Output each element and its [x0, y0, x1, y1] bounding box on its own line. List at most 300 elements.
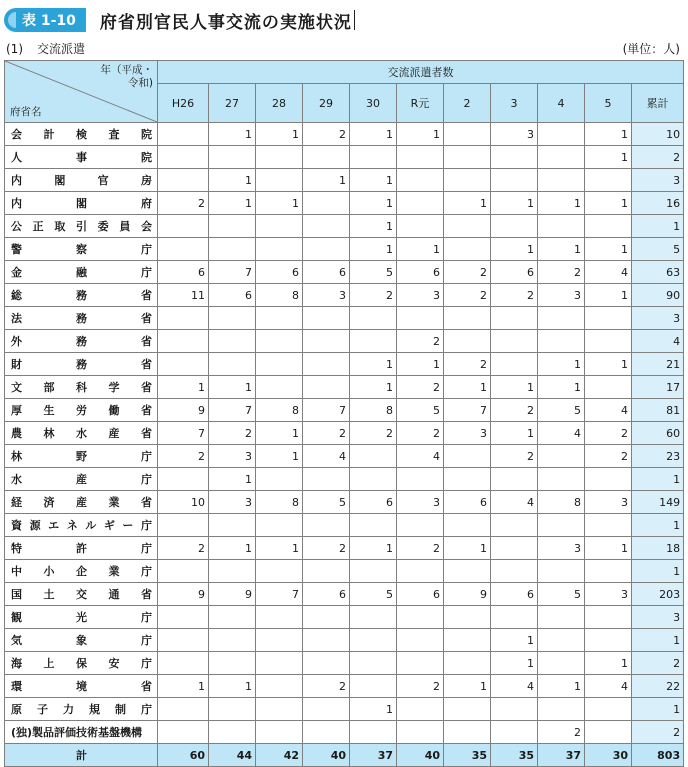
value-cell: 2	[158, 537, 209, 560]
sum-row	[5, 744, 684, 767]
value-cell	[256, 353, 303, 376]
value-cell: 1	[209, 192, 256, 215]
value-cell: 1	[397, 353, 444, 376]
value-cell	[397, 215, 444, 238]
value-cell: 5	[350, 261, 397, 284]
value-cell	[444, 238, 491, 261]
value-cell: 2	[350, 284, 397, 307]
value-cell: 1	[444, 376, 491, 399]
value-cell: 4	[303, 445, 350, 468]
year-header: 30	[350, 84, 397, 123]
value-cell	[256, 330, 303, 353]
value-cell: 11	[158, 284, 209, 307]
value-cell	[256, 606, 303, 629]
ministry-name: 観光庁	[5, 606, 158, 629]
value-cell	[158, 330, 209, 353]
value-cell	[303, 606, 350, 629]
value-cell	[303, 376, 350, 399]
cumulative-total: 1	[632, 629, 684, 652]
value-cell: 2	[350, 422, 397, 445]
value-cell	[158, 652, 209, 675]
table-row	[5, 284, 684, 307]
value-cell: 1	[350, 215, 397, 238]
value-cell: 2	[585, 422, 632, 445]
value-cell: 1	[585, 192, 632, 215]
ministry-name: 原子力規制庁	[5, 698, 158, 721]
value-cell: 7	[158, 422, 209, 445]
value-cell: 3	[209, 491, 256, 514]
value-cell: 3	[397, 284, 444, 307]
value-cell: 60	[158, 744, 209, 767]
value-cell	[538, 560, 585, 583]
value-cell	[444, 307, 491, 330]
value-cell	[256, 169, 303, 192]
value-cell: 1	[256, 445, 303, 468]
value-cell: 6	[444, 491, 491, 514]
value-cell: 9	[158, 399, 209, 422]
value-cell: 1	[585, 353, 632, 376]
value-cell: 1	[444, 192, 491, 215]
value-cell: 1	[256, 192, 303, 215]
value-cell	[209, 215, 256, 238]
value-cell: 2	[303, 537, 350, 560]
table-row	[5, 537, 684, 560]
section-heading	[6, 40, 85, 58]
value-cell: 35	[444, 744, 491, 767]
value-cell	[350, 330, 397, 353]
year-header: 5	[585, 84, 632, 123]
value-cell: 1	[491, 376, 538, 399]
value-cell	[303, 146, 350, 169]
value-cell	[538, 169, 585, 192]
value-cell: 2	[585, 445, 632, 468]
value-cell: 1	[491, 629, 538, 652]
value-cell	[350, 606, 397, 629]
value-cell: 2	[397, 330, 444, 353]
ministry-name: 人事院	[5, 146, 158, 169]
value-cell	[350, 468, 397, 491]
value-cell: 1	[350, 169, 397, 192]
value-cell: 2	[444, 284, 491, 307]
cumulative-total: 16	[632, 192, 684, 215]
value-cell: 1	[209, 675, 256, 698]
cumulative-total: 3	[632, 169, 684, 192]
value-cell	[158, 123, 209, 146]
ministry-name: 海上保安庁	[5, 652, 158, 675]
value-cell: 5	[397, 399, 444, 422]
value-cell: 2	[491, 399, 538, 422]
value-cell: 2	[491, 445, 538, 468]
value-cell: 4	[491, 491, 538, 514]
value-cell	[397, 169, 444, 192]
value-cell	[303, 652, 350, 675]
cumulative-total: 4	[632, 330, 684, 353]
value-cell	[256, 376, 303, 399]
value-cell	[585, 468, 632, 491]
value-cell: 1	[538, 238, 585, 261]
value-cell	[209, 652, 256, 675]
ministry-name: 農林水産省	[5, 422, 158, 445]
value-cell: 2	[538, 721, 585, 744]
table-row	[5, 330, 684, 353]
value-cell	[538, 307, 585, 330]
value-cell	[491, 560, 538, 583]
ministry-name: 金融庁	[5, 261, 158, 284]
value-cell	[538, 606, 585, 629]
year-header: 28	[256, 84, 303, 123]
value-cell: 2	[444, 353, 491, 376]
ministry-name: 特許庁	[5, 537, 158, 560]
value-cell: 42	[256, 744, 303, 767]
value-cell: 8	[256, 284, 303, 307]
value-cell	[538, 445, 585, 468]
value-cell	[209, 629, 256, 652]
value-cell	[256, 675, 303, 698]
value-cell: 1	[350, 123, 397, 146]
value-cell: 6	[256, 261, 303, 284]
value-cell	[209, 514, 256, 537]
value-cell: 9	[209, 583, 256, 606]
value-cell: 2	[491, 284, 538, 307]
cumulative-total: 1	[632, 698, 684, 721]
value-cell: 7	[444, 399, 491, 422]
cumulative-total: 1	[632, 514, 684, 537]
value-cell: 1	[158, 675, 209, 698]
value-cell: 8	[538, 491, 585, 514]
value-cell: 1	[538, 376, 585, 399]
value-cell: 8	[256, 491, 303, 514]
value-cell: 4	[538, 422, 585, 445]
cumulative-total: 18	[632, 537, 684, 560]
value-cell	[350, 560, 397, 583]
text-cursor	[354, 10, 355, 30]
value-cell: 4	[491, 675, 538, 698]
value-cell: 5	[350, 583, 397, 606]
value-cell	[256, 698, 303, 721]
table-row	[5, 675, 684, 698]
value-cell: 1	[585, 284, 632, 307]
value-cell	[303, 238, 350, 261]
value-cell	[491, 353, 538, 376]
value-cell: 1	[256, 422, 303, 445]
table-row	[5, 721, 684, 744]
value-cell: 4	[585, 675, 632, 698]
ministry-name: 総務省	[5, 284, 158, 307]
year-header: 2	[444, 84, 491, 123]
table-row	[5, 491, 684, 514]
ministry-name: 内閣官房	[5, 169, 158, 192]
value-cell: 1	[538, 353, 585, 376]
value-cell: 1	[158, 376, 209, 399]
corner-header	[5, 61, 158, 123]
value-cell	[158, 468, 209, 491]
value-cell	[303, 215, 350, 238]
table-row	[5, 629, 684, 652]
value-cell	[158, 514, 209, 537]
value-cell	[444, 468, 491, 491]
value-cell	[585, 215, 632, 238]
value-cell: 3	[585, 583, 632, 606]
value-cell: 3	[491, 123, 538, 146]
table-row	[5, 146, 684, 169]
value-cell	[303, 721, 350, 744]
value-cell: 35	[491, 744, 538, 767]
value-cell	[444, 123, 491, 146]
value-cell	[256, 146, 303, 169]
value-cell	[585, 606, 632, 629]
value-cell	[397, 606, 444, 629]
value-cell	[209, 721, 256, 744]
section-label: (1)	[6, 42, 23, 56]
value-cell	[444, 445, 491, 468]
value-cell: 1	[585, 123, 632, 146]
cumulative-total: 149	[632, 491, 684, 514]
value-cell: 5	[538, 399, 585, 422]
value-cell	[256, 560, 303, 583]
value-cell: 1	[538, 192, 585, 215]
value-cell	[491, 146, 538, 169]
value-cell	[397, 698, 444, 721]
value-cell: 1	[350, 353, 397, 376]
table-row	[5, 445, 684, 468]
table-body	[5, 123, 684, 767]
value-cell: 6	[350, 491, 397, 514]
value-cell	[538, 514, 585, 537]
value-cell	[444, 215, 491, 238]
value-cell: 6	[491, 261, 538, 284]
cumulative-total: 2	[632, 146, 684, 169]
value-cell: 7	[209, 261, 256, 284]
value-cell	[158, 215, 209, 238]
value-cell: 2	[303, 675, 350, 698]
value-cell	[538, 698, 585, 721]
ministry-name: 中小企業庁	[5, 560, 158, 583]
value-cell: 1	[491, 238, 538, 261]
value-cell: 44	[209, 744, 256, 767]
value-cell	[350, 514, 397, 537]
table-row	[5, 353, 684, 376]
value-cell	[444, 330, 491, 353]
cumulative-total: 3	[632, 606, 684, 629]
ministry-name: 文部科学省	[5, 376, 158, 399]
value-cell	[209, 560, 256, 583]
ministry-name: 計	[5, 744, 158, 767]
value-cell	[350, 629, 397, 652]
cumulative-total: 2	[632, 652, 684, 675]
year-header: 4	[538, 84, 585, 123]
value-cell: 37	[538, 744, 585, 767]
value-cell	[397, 514, 444, 537]
value-cell: 5	[538, 583, 585, 606]
value-cell	[397, 468, 444, 491]
value-cell: 1	[397, 238, 444, 261]
value-cell	[491, 537, 538, 560]
value-cell	[256, 468, 303, 491]
cumulative-total: 1	[632, 468, 684, 491]
value-cell	[491, 169, 538, 192]
value-cell	[397, 721, 444, 744]
cumulative-total: 22	[632, 675, 684, 698]
table-row	[5, 123, 684, 146]
value-cell	[585, 629, 632, 652]
value-cell	[209, 146, 256, 169]
value-cell	[585, 560, 632, 583]
value-cell: 1	[350, 192, 397, 215]
group-header: 交流派遣者数	[158, 61, 684, 84]
value-cell: 6	[397, 583, 444, 606]
value-cell	[303, 629, 350, 652]
cumulative-total: 60	[632, 422, 684, 445]
table-row	[5, 652, 684, 675]
value-cell	[444, 652, 491, 675]
value-cell: 4	[397, 445, 444, 468]
value-cell: 5	[303, 491, 350, 514]
table-row	[5, 261, 684, 284]
value-cell: 1	[491, 192, 538, 215]
value-cell	[303, 514, 350, 537]
value-cell	[158, 307, 209, 330]
table-row	[5, 606, 684, 629]
ministry-name: 法務省	[5, 307, 158, 330]
value-cell: 3	[209, 445, 256, 468]
value-cell	[209, 698, 256, 721]
value-cell	[209, 353, 256, 376]
ministry-axis-label: 府省名	[10, 106, 42, 118]
subtitle-row	[6, 40, 680, 58]
value-cell	[158, 721, 209, 744]
table-row	[5, 169, 684, 192]
ministry-name: 水産庁	[5, 468, 158, 491]
value-cell: 7	[209, 399, 256, 422]
value-cell	[256, 215, 303, 238]
value-cell: 3	[538, 284, 585, 307]
value-cell: 2	[444, 261, 491, 284]
value-cell	[491, 215, 538, 238]
ministry-name: 内閣府	[5, 192, 158, 215]
value-cell	[303, 330, 350, 353]
value-cell: 2	[397, 537, 444, 560]
value-cell: 40	[303, 744, 350, 767]
value-cell: 1	[444, 537, 491, 560]
section-title: 交流派遣	[37, 42, 86, 56]
value-cell: 8	[350, 399, 397, 422]
ministry-name: 資源エネルギー庁	[5, 514, 158, 537]
value-cell: 1	[350, 238, 397, 261]
value-cell: 1	[256, 537, 303, 560]
cumulative-total: 2	[632, 721, 684, 744]
ministry-name: 会計検査院	[5, 123, 158, 146]
value-cell	[209, 606, 256, 629]
value-cell	[538, 629, 585, 652]
value-cell	[538, 468, 585, 491]
value-cell	[538, 215, 585, 238]
value-cell	[209, 307, 256, 330]
value-cell	[585, 514, 632, 537]
value-cell: 1	[350, 698, 397, 721]
value-cell: 4	[585, 399, 632, 422]
table-row	[5, 698, 684, 721]
value-cell: 2	[209, 422, 256, 445]
value-cell: 6	[158, 261, 209, 284]
value-cell	[397, 629, 444, 652]
value-cell: 9	[158, 583, 209, 606]
value-cell: 40	[397, 744, 444, 767]
ministry-name: 環境省	[5, 675, 158, 698]
value-cell	[350, 445, 397, 468]
exchange-table	[4, 60, 684, 767]
value-cell	[397, 307, 444, 330]
value-cell	[209, 238, 256, 261]
year-header: 3	[491, 84, 538, 123]
value-cell	[491, 721, 538, 744]
cumulative-total: 21	[632, 353, 684, 376]
value-cell: 1	[538, 675, 585, 698]
value-cell	[397, 192, 444, 215]
ministry-name: 外務省	[5, 330, 158, 353]
value-cell: 3	[444, 422, 491, 445]
cumulative-total: 10	[632, 123, 684, 146]
value-cell: 2	[303, 422, 350, 445]
value-cell: 30	[585, 744, 632, 767]
value-cell	[585, 307, 632, 330]
value-cell	[158, 238, 209, 261]
value-cell: 4	[585, 261, 632, 284]
ministry-name: 気象庁	[5, 629, 158, 652]
value-cell: 8	[256, 399, 303, 422]
cumulative-total: 17	[632, 376, 684, 399]
value-cell	[303, 560, 350, 583]
value-cell	[538, 146, 585, 169]
ministry-name: 国土交通省	[5, 583, 158, 606]
value-cell	[444, 721, 491, 744]
cumulative-total: 1	[632, 215, 684, 238]
value-cell	[158, 560, 209, 583]
value-cell: 1	[585, 652, 632, 675]
value-cell	[256, 238, 303, 261]
value-cell: 1	[209, 169, 256, 192]
value-cell: 2	[303, 123, 350, 146]
cumulative-total: 3	[632, 307, 684, 330]
value-cell: 1	[209, 376, 256, 399]
value-cell	[444, 169, 491, 192]
value-cell	[256, 629, 303, 652]
value-cell	[350, 675, 397, 698]
table-row	[5, 560, 684, 583]
value-cell: 1	[303, 169, 350, 192]
table-row	[5, 215, 684, 238]
value-cell	[350, 721, 397, 744]
value-cell: 2	[158, 192, 209, 215]
value-cell	[256, 514, 303, 537]
value-cell: 3	[303, 284, 350, 307]
value-cell	[158, 169, 209, 192]
value-cell	[491, 468, 538, 491]
ministry-name: 厚生労働省	[5, 399, 158, 422]
value-cell: 3	[538, 537, 585, 560]
value-cell: 7	[256, 583, 303, 606]
value-cell: 3	[585, 491, 632, 514]
ministry-name: (独)製品評価技術基盤機構	[5, 721, 158, 744]
value-cell: 6	[209, 284, 256, 307]
value-cell	[444, 629, 491, 652]
value-cell: 1	[256, 123, 303, 146]
value-cell	[585, 376, 632, 399]
ministry-name: 財務省	[5, 353, 158, 376]
value-cell	[491, 606, 538, 629]
cumulative-total: 90	[632, 284, 684, 307]
cumulative-total: 81	[632, 399, 684, 422]
table-number-badge: 表 1-10	[4, 8, 86, 32]
